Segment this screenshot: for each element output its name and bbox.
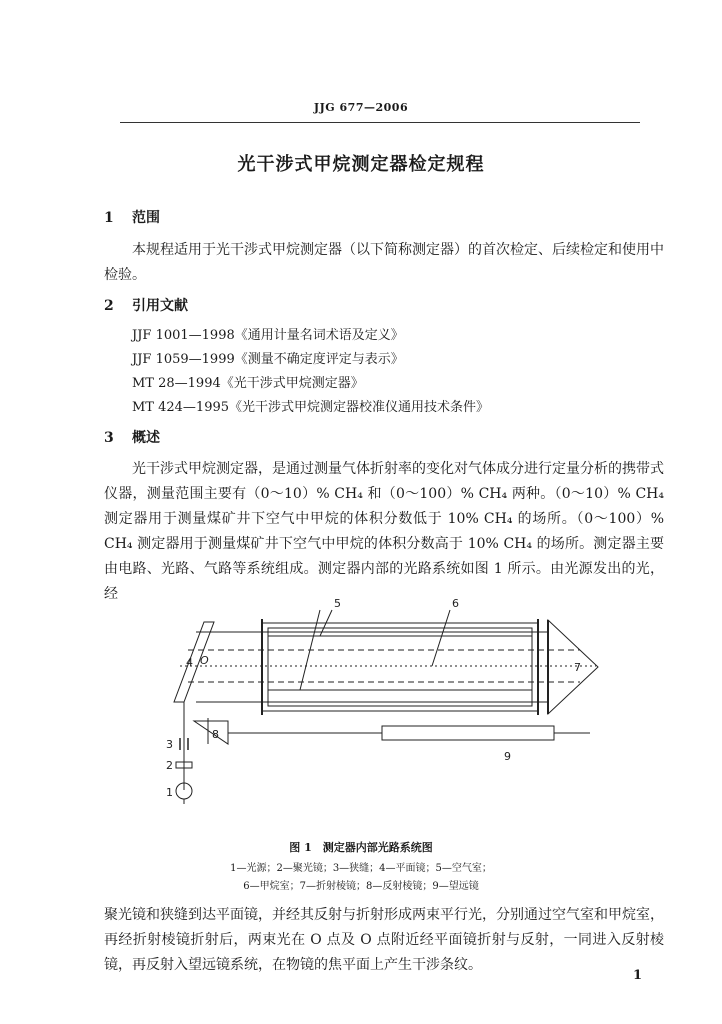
scope-paragraph xyxy=(104,238,664,288)
figure-caption: 图 1 测定器内部光路系统图 xyxy=(289,841,433,854)
header-divider xyxy=(120,122,640,123)
reflection-prism-shape xyxy=(194,721,228,744)
label-o-point: O xyxy=(200,654,209,667)
label-1: 1 xyxy=(166,786,173,799)
label-8: 8 xyxy=(212,728,219,741)
section-3-number: 3 xyxy=(104,430,114,446)
document-header-code: JJG 677—2006 xyxy=(313,101,409,114)
section-1-number: 1 xyxy=(104,210,114,226)
page-number: 1 xyxy=(633,968,643,983)
page-title: 光干涉式甲烷测定器检定规程 xyxy=(237,154,485,175)
label-5: 5 xyxy=(334,597,341,610)
reference-item: MT 28—1994《光干涉式甲烷测定器》 xyxy=(132,376,364,391)
section-1-title: 范围 xyxy=(132,210,160,226)
gas-chamber-inner xyxy=(268,628,532,706)
label-4: 4 xyxy=(186,656,193,669)
label-6: 6 xyxy=(452,597,459,610)
section-3-title: 概述 xyxy=(132,430,160,446)
continuation-text: 聚光镜和狭缝到达平面镜，并经其反射与折射形成两束平行光，分别通过空气室和甲烷室，再经折射棱镜折射后，两束光在 O 点及 O 点附近经平面镜折射与反射，一同进入反射棱镜，再反射入望远镜系统，在物镜的焦平面上产生干涉条纹。 xyxy=(104,907,664,973)
leader-line-6 xyxy=(432,610,450,666)
label-9: 9 xyxy=(504,750,511,763)
section-2-title: 引用文献 xyxy=(132,298,188,314)
optical-path-diagram xyxy=(150,590,610,810)
reference-list xyxy=(132,324,489,420)
figure-legend-line-1: 1—光源；2—聚光镜；3—狭缝；4—平面镜；5—空气室； xyxy=(230,863,492,874)
scope-text: 本规程适用于光干涉式甲烷测定器（以下简称测定器）的首次检定、后续检定和使用中检验。 xyxy=(104,242,664,283)
refraction-prism-shape xyxy=(548,620,598,714)
label-3: 3 xyxy=(166,738,173,751)
figure-legend-line-2: 6—甲烷室；7—折射棱镜；8—反射棱镜；9—望远镜 xyxy=(243,881,479,892)
reference-item: JJF 1001—1998《通用计量名词术语及定义》 xyxy=(132,328,404,343)
section-1-heading xyxy=(104,207,160,227)
section-2-heading xyxy=(104,295,188,315)
section-3-heading xyxy=(104,427,160,447)
continuation-paragraph xyxy=(104,903,664,978)
reference-item: JJF 1059—1999《测量不确定度评定与表示》 xyxy=(132,352,404,367)
telescope-tube xyxy=(382,726,554,740)
label-2: 2 xyxy=(166,759,173,772)
section-2-number: 2 xyxy=(104,298,114,314)
overview-text: 光干涉式甲烷测定器，是通过测量气体折射率的变化对气体成分进行定量分析的携带式仪器，测量范围主要有（0～10）% CH₄ 和（0～100）% CH₄ 两种。（0～10）% CH₄ 测定器用于测量煤矿井下空气中甲烷的体积分数低于 10% CH₄ 的场所。（0～100）% CH₄ 测定器用于测量煤矿井下空气中甲烷的体积分数高于 10% CH₄ 的场所。测定器主要由电路、光路、气路等系统组成。测定器内部的光路系统如图 1 所示。由光源发出的光，经 xyxy=(104,461,664,602)
label-7: 7 xyxy=(574,661,581,674)
overview-paragraph xyxy=(104,457,664,607)
reference-item: MT 424—1995《光干涉式甲烷测定器校准仪通用技术条件》 xyxy=(132,400,490,415)
